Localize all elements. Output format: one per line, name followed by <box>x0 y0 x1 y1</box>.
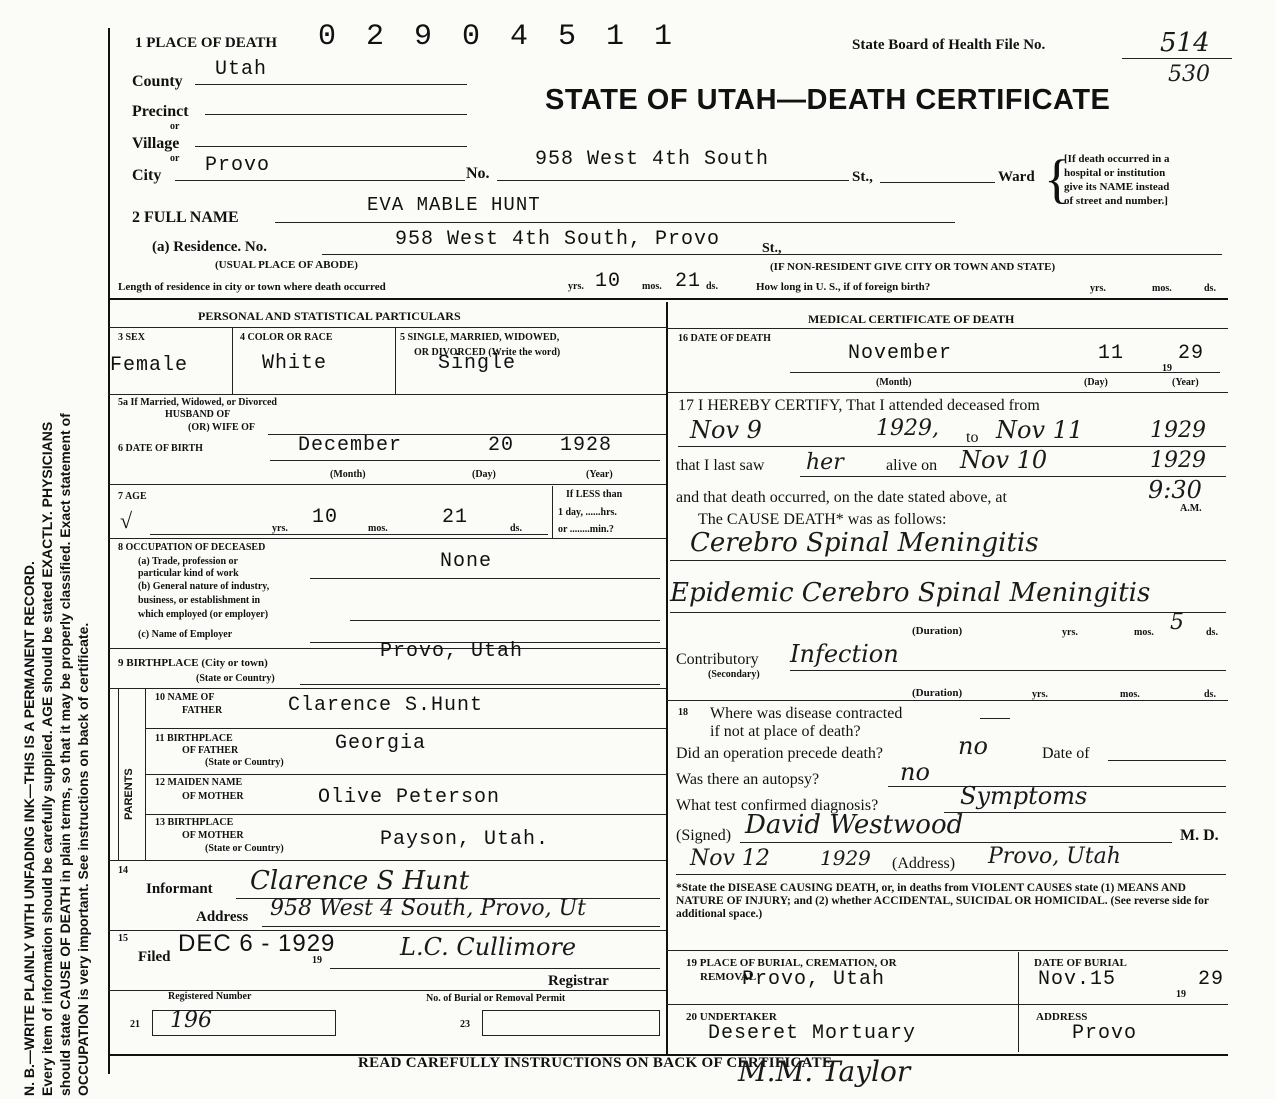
street-no-label: No. <box>466 165 490 182</box>
residence-months: 21 <box>675 270 702 293</box>
contributory-value: Infection <box>790 640 899 668</box>
yrs-label: yrs. <box>1062 627 1078 638</box>
left-frame-line <box>108 28 110 1074</box>
informant-address-value: 958 West 4 South, Provo, Ut <box>270 896 587 921</box>
margin-note-permanent-record: N. B.—WRITE PLAINLY WITH UNFADING INK—THIS IS A PERMANENT RECORD. <box>21 561 37 1096</box>
burial-date-value: Nov.15 <box>1038 968 1117 991</box>
undertaker-value: Deseret Mortuary <box>708 1022 917 1045</box>
father-name-label-2: FATHER <box>182 705 223 716</box>
duration-months-value: 5 <box>1170 610 1184 635</box>
birthplace-label: 9 BIRTHPLACE (City or town) <box>118 657 268 669</box>
residence-years: 10 <box>595 270 622 293</box>
less-than-label-3: or ........min.? <box>558 524 614 535</box>
color-label: 4 COLOR OR RACE <box>240 332 333 343</box>
residence-label: (a) Residence. No. <box>152 239 267 255</box>
undertaker-signature: M.M. Taylor <box>738 1055 911 1088</box>
item-number: 14 <box>118 865 128 876</box>
autopsy-label: Was there an autopsy? <box>676 771 820 788</box>
day-caption: (Day) <box>472 469 496 480</box>
marital-value: Single <box>438 352 517 375</box>
signed-year: 1929 <box>820 846 871 870</box>
dob-year: 1928 <box>560 434 613 457</box>
occupation-a-label-1: (a) Trade, profession or <box>138 556 238 567</box>
color-value: White <box>262 352 328 375</box>
less-than-label-1: If LESS than <box>566 489 623 500</box>
ward-label: Ward <box>998 169 1035 185</box>
mother-birthplace-value: Payson, Utah. <box>380 828 550 851</box>
precinct-label: Precinct <box>132 103 189 120</box>
last-saw-date: Nov 10 <box>960 446 1048 474</box>
registrar-label: Registrar <box>548 973 609 989</box>
mother-birthplace-label-2: OF MOTHER <box>182 830 244 841</box>
undertaker-address-value: Provo <box>1072 1022 1138 1045</box>
yrs-label: yrs. <box>272 523 288 534</box>
filed-label: Filed <box>138 949 171 965</box>
street-value: 958 West 4th South <box>535 148 770 171</box>
mos-label: mos. <box>642 281 662 292</box>
birthplace-value: Provo, Utah <box>380 640 524 663</box>
mother-name-value: Olive Peterson <box>318 786 501 809</box>
employer-label: (c) Name of Employer <box>138 629 233 640</box>
death-year: 29 <box>1178 342 1205 365</box>
occupation-b-label-3: which employed (or employer) <box>138 609 269 620</box>
father-birthplace-label-2: OF FATHER <box>182 745 239 756</box>
burial-place-label-2: REMOVAL <box>700 971 757 983</box>
spouse-label-1: 5a If Married, Widowed, or Divorced <box>118 397 277 408</box>
occupation-b-label-2: business, or establishment in <box>138 595 261 606</box>
yrs-label: yrs. <box>1090 283 1106 294</box>
instructions-footer: READ CAREFULLY INSTRUCTIONS ON BACK OF CERTIFICATE <box>358 1055 833 1071</box>
ds-label: ds. <box>1204 283 1216 294</box>
birthplace-state-label: (State or Country) <box>196 673 275 684</box>
signed-date: Nov 12 <box>690 846 770 871</box>
ds-label: ds. <box>1206 627 1218 638</box>
physician-address-label: (Address) <box>892 855 956 872</box>
if-not-place-label: if not at place of death? <box>710 723 861 740</box>
death-day: 11 <box>1098 342 1125 365</box>
occupation-label: 8 OCCUPATION OF DECEASED <box>118 542 266 553</box>
cause-footnote: *State the DISEASE CAUSING DEATH, or, in deaths from VIOLENT CAUSES state (1) MEANS AND NATURE OF INJURY; and (2) whether ACCIDENTAL, SUICIDAL OR HOMICIDAL. (See reverse side for additional space.) <box>676 882 1209 920</box>
cause-label: The CAUSE DEATH* was as follows: <box>698 511 947 528</box>
day-caption: (Day) <box>1084 377 1108 388</box>
year-caption: (Year) <box>1172 377 1199 388</box>
margin-note-line-4: OCCUPATION is very important. See instructions on back of certificate. <box>75 622 91 1096</box>
hospital-note-1: [If death occurred in a <box>1064 153 1170 165</box>
ds-label: ds. <box>706 281 718 292</box>
marital-label-1: 5 SINGLE, MARRIED, WIDOWED, <box>400 332 560 343</box>
mother-birthplace-label-3: (State or Country) <box>205 843 284 854</box>
father-name-value: Clarence S.Hunt <box>288 694 484 717</box>
autopsy-value: no <box>900 758 930 786</box>
parents-label: PARENTS <box>123 768 135 820</box>
attended-to-date: Nov 11 <box>996 416 1084 444</box>
registered-number-value: 196 <box>170 1008 212 1033</box>
item-number: 21 <box>130 1019 140 1030</box>
age-years: 10 <box>312 506 339 529</box>
mother-name-label-1: 12 MAIDEN NAME <box>155 777 243 788</box>
undertaker-label: 20 UNDERTAKER <box>686 1011 777 1023</box>
alive-on-label: alive on <box>886 457 938 474</box>
sex-value: Female <box>110 354 189 377</box>
item-number: 15 <box>118 933 128 944</box>
mother-birthplace-label-1: 13 BIRTHPLACE <box>155 817 234 828</box>
death-occurred-label: and that death occurred, on the date stated above, at <box>676 489 1007 506</box>
file-no-label: State Board of Health File No. <box>852 37 1046 53</box>
informant-signature: Clarence S Hunt <box>250 866 470 896</box>
attended-from-year: 1929, <box>876 416 939 441</box>
attended-to-year: 1929 <box>1150 418 1206 443</box>
to-label: to <box>966 429 979 446</box>
test-label: What test confirmed diagnosis? <box>676 797 879 814</box>
personal-section-title: PERSONAL AND STATISTICAL PARTICULARS <box>198 309 461 323</box>
death-month: November <box>848 342 953 365</box>
less-than-label-2: 1 day, ......hrs. <box>558 507 617 518</box>
burial-place-label-1: 19 PLACE OF BURIAL, CREMATION, OR <box>686 957 897 969</box>
city-label: City <box>132 167 162 184</box>
ds-label: ds. <box>510 523 522 534</box>
year-prefix: 19 <box>312 955 322 966</box>
year-prefix: 19 <box>1176 989 1186 1000</box>
mother-name-label-2: OF MOTHER <box>182 791 244 802</box>
operation-value: no <box>958 732 988 760</box>
burial-date-label: DATE OF BURIAL <box>1034 957 1127 969</box>
residence-value: 958 West 4th South, Provo <box>395 228 721 251</box>
spouse-label-3: (OR) WIFE OF <box>188 422 256 433</box>
where-contracted-label: Where was disease contracted <box>710 705 903 722</box>
registrar-signature: L.C. Cullimore <box>400 933 577 961</box>
last-saw-label: that I last saw <box>676 457 765 474</box>
duration-label: (Duration) <box>912 625 963 637</box>
age-months: 21 <box>442 506 469 529</box>
father-name-label-1: 10 NAME OF <box>155 692 215 703</box>
occupation-b-label-1: (b) General nature of industry, <box>138 581 270 592</box>
secondary-label: (Secondary) <box>708 669 760 680</box>
marital-label-2: OR DIVORCED (Write the word) <box>414 347 561 358</box>
mos-label: mos. <box>368 523 388 534</box>
informant-address-label: Address <box>196 909 249 925</box>
county-label: County <box>132 73 183 90</box>
physician-address-value: Provo, Utah <box>988 844 1121 869</box>
duration-label: (Duration) <box>912 687 963 699</box>
registered-number-label: Registered Number <box>168 991 252 1002</box>
street-st-label: St., <box>852 169 873 185</box>
village-label: Village <box>132 135 180 152</box>
file-number: 514 <box>1160 28 1210 58</box>
spouse-label-2: HUSBAND OF <box>165 409 231 420</box>
margin-note-line-3: should state CAUSE OF DEATH in plain terms, so that it may be properly classified. Exact statement of <box>57 413 73 1096</box>
operation-label: Did an operation precede death? <box>676 745 884 762</box>
cause-line-2: Epidemic Cerebro Spinal Meningitis <box>670 578 1151 608</box>
month-caption: (Month) <box>876 377 912 388</box>
signed-label: (Signed) <box>676 827 732 844</box>
full-name-label: 2 FULL NAME <box>132 209 239 226</box>
contributory-label: Contributory <box>676 651 759 668</box>
last-saw-pronoun: her <box>806 450 844 475</box>
ds-label: ds. <box>1204 689 1216 700</box>
place-of-death-label: 1 PLACE OF DEATH <box>135 35 278 51</box>
physician-signature: David Westwood <box>745 810 964 840</box>
item-number: 18 <box>678 707 688 718</box>
age-label: 7 AGE <box>118 491 147 502</box>
abode-note: (USUAL PLACE OF ABODE) <box>215 259 358 271</box>
test-value: Symptoms <box>960 782 1088 810</box>
age-checkmark: √ <box>120 508 133 533</box>
occupation-value: None <box>440 550 493 573</box>
father-birthplace-value: Georgia <box>335 732 427 755</box>
dob-month: December <box>298 434 403 457</box>
full-name-value: EVA MABLE HUNT <box>367 194 541 216</box>
mos-label: mos. <box>1120 689 1140 700</box>
time-suffix: A.M. <box>1180 503 1202 514</box>
hospital-note-2: hospital or institution <box>1064 167 1166 179</box>
sex-label: 3 SEX <box>118 332 145 343</box>
filed-date-stamp: DEC 6 - 1929 <box>178 930 336 957</box>
date-of-death-label: 16 DATE OF DEATH <box>678 333 771 344</box>
burial-year: 29 <box>1198 968 1225 991</box>
county-value: Utah <box>215 58 268 81</box>
burial-place-value: Provo, Utah <box>742 968 886 991</box>
brace: { <box>1044 149 1070 209</box>
medical-section-title: MEDICAL CERTIFICATE OF DEATH <box>808 312 1015 326</box>
length-of-residence-label: Length of residence in city or town where death occurred <box>118 281 386 293</box>
or-label: or <box>170 153 180 164</box>
dob-day: 20 <box>488 434 515 457</box>
md-label: M. D. <box>1180 827 1219 844</box>
nonresident-note: (IF NON-RESIDENT GIVE CITY OR TOWN AND STATE) <box>770 261 1056 273</box>
item-number: 23 <box>460 1019 470 1030</box>
occupation-a-label-2: particular kind of work <box>138 568 239 579</box>
cause-line-1: Cerebro Spinal Meningitis <box>690 528 1039 558</box>
certify-statement: 17 I HEREBY CERTIFY, That I attended deceased from <box>678 397 1040 414</box>
mos-label: mos. <box>1152 283 1172 294</box>
death-time: 9:30 <box>1148 476 1202 504</box>
or-label: or <box>170 121 180 132</box>
father-birthplace-label-3: (State or Country) <box>205 757 284 768</box>
father-birthplace-label-1: 11 BIRTHPLACE <box>155 733 233 744</box>
certificate-title: STATE OF UTAH—DEATH CERTIFICATE <box>545 84 1111 116</box>
yrs-label: yrs. <box>568 281 584 292</box>
burial-permit-label: No. of Burial or Removal Permit <box>426 993 566 1004</box>
informant-label: Informant <box>146 881 213 897</box>
margin-note-line-2: Every item of information should be carefully supplied. AGE should be stated EXACTLY. PHYSICIANS <box>39 421 55 1096</box>
yrs-label: yrs. <box>1032 689 1048 700</box>
date-of-label: Date of <box>1042 745 1090 762</box>
residence-st-label: St., <box>762 241 782 256</box>
burial-permit-box <box>482 1010 660 1036</box>
year-caption: (Year) <box>586 469 613 480</box>
how-long-label: How long in U. S., if of foreign birth? <box>756 281 931 293</box>
file-number-alt: 530 <box>1168 62 1210 87</box>
mos-label: mos. <box>1134 627 1154 638</box>
section-divider-top <box>108 298 1228 300</box>
attended-from-date: Nov 9 <box>690 416 762 444</box>
dob-label: 6 DATE OF BIRTH <box>118 443 203 454</box>
year-prefix: 19 <box>1162 363 1172 374</box>
certificate-number: 0 2 9 0 4 5 1 1 <box>318 20 679 54</box>
city-value: Provo <box>205 154 271 177</box>
hospital-note-3: give its NAME instead <box>1064 181 1170 193</box>
column-divider <box>666 302 668 1054</box>
hospital-note-4: of street and number.] <box>1064 195 1168 207</box>
month-caption: (Month) <box>330 469 366 480</box>
last-saw-year: 1929 <box>1150 448 1206 473</box>
undertaker-address-label: ADDRESS <box>1036 1011 1088 1023</box>
